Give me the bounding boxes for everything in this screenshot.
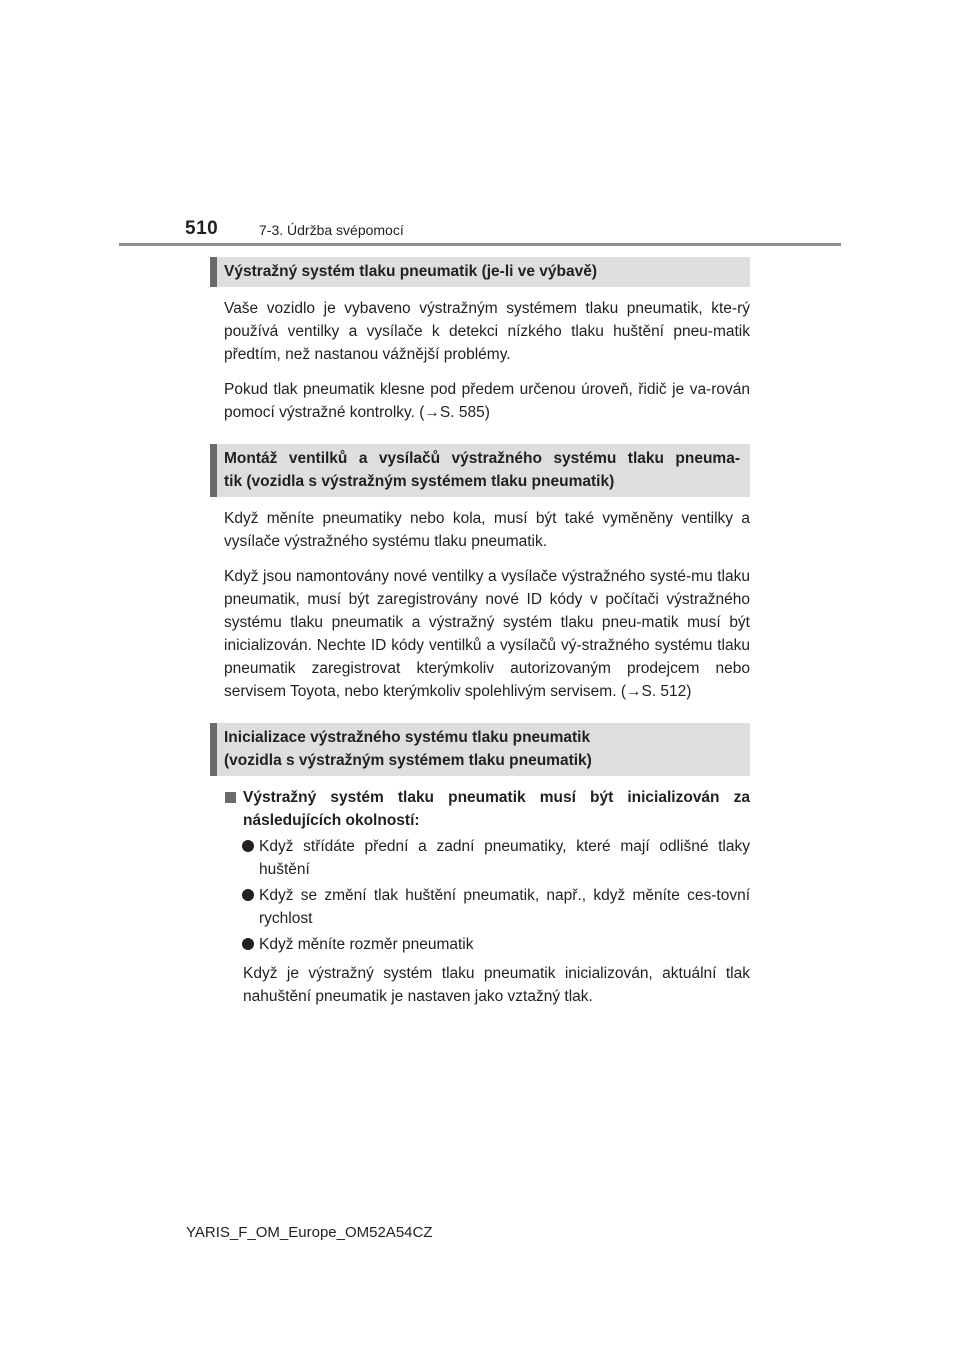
subheading xyxy=(210,786,750,832)
paragraph: Pokud tlak pneumatik klesne pod předem určenou úroveň, řidič je va-rován pomocí výstražné kontrolky. (→S. 585) xyxy=(224,381,750,421)
heading-line: Montáž ventilků a vysílačů výstražného systému tlaku pneuma- xyxy=(224,450,740,467)
round-bullet-icon xyxy=(242,840,254,852)
heading-line: Výstražný systém tlaku pneumatik (je-li ve výbavě) xyxy=(224,263,598,280)
heading-line: (vozidla s výstražným systémem tlaku pneumatik) xyxy=(224,752,592,769)
section-heading-tpws xyxy=(210,257,750,287)
round-bullet-icon xyxy=(242,938,254,950)
heading-line: Inicializace výstražného systému tlaku pneumatik xyxy=(224,729,591,746)
heading-line: tik (vozidla s výstražným systémem tlaku pneumatik) xyxy=(224,473,615,490)
list-item-text: Když měníte rozměr pneumatik xyxy=(259,936,474,953)
paragraph: Když jsou namontovány nové ventilky a vysílače výstražného systé-mu tlaku pneumatik, musí být zaregistrovány nové ID kódy v počítači výstražného systému tlaku pneumatik a výstražný systém tlaku pneu-matik musí být inicializován. Nechte ID kódy ventilků a vysílačů vý-stražného systému tlaku pneumatik zaregistrovat kterýmkoliv autorizovaným prodejcem nebo servisem Toyota, nebo kterýmkoliv spolehlivým servisem. (→S. 512) xyxy=(224,568,750,700)
header-rule xyxy=(119,243,841,246)
list-item-text: Když se změní tlak huštění pneumatik, např., když měníte ces-tovní rychlost xyxy=(259,887,750,927)
section-heading-initialization xyxy=(210,723,750,776)
subheading-text: Výstražný systém tlaku pneumatik musí být inicializován za následujících okolností: xyxy=(243,789,750,829)
square-bullet-icon xyxy=(225,792,236,803)
page-number: 510 xyxy=(185,218,219,239)
round-bullet-icon xyxy=(242,889,254,901)
page-content xyxy=(210,257,750,1008)
section-heading-valve-install xyxy=(210,444,750,497)
paragraph: Když měníte pneumatiky nebo kola, musí být také vyměněny ventilky a vysílače výstražného systému tlaku pneumatik. xyxy=(224,510,750,550)
document-code: YARIS_F_OM_Europe_OM52A54CZ xyxy=(186,1224,433,1241)
list-item xyxy=(210,835,750,881)
paragraph: Vaše vozidlo je vybaveno výstražným systémem tlaku pneumatik, kte-rý používá ventilky a vysílače k detekci nízkého tlaku huštění pneu-matik předtím, než nastanou vážnější problémy. xyxy=(224,300,750,363)
list-item-text: Když střídáte přední a zadní pneumatiky, které mají odlišné tlaky huštění xyxy=(259,838,750,878)
list-item xyxy=(210,884,750,930)
section-title: 7-3. Údržba svépomocí xyxy=(259,222,404,238)
list-item xyxy=(210,933,750,956)
note-paragraph: Když je výstražný systém tlaku pneumatik inicializován, aktuální tlak nahuštění pneumatik je nastaven jako vztažný tlak. xyxy=(243,965,750,1005)
